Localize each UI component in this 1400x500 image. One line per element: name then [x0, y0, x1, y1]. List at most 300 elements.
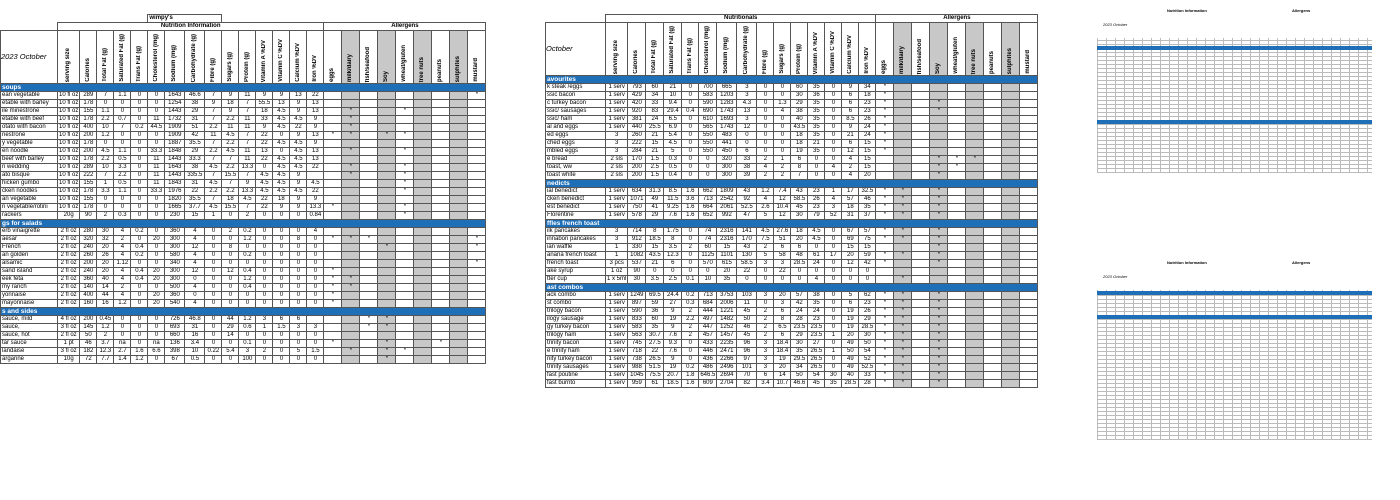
table-cell: 0: [682, 116, 699, 124]
table-cell: 0.84: [307, 212, 324, 220]
table-cell: 0: [808, 268, 825, 276]
table-cell: 3: [757, 292, 774, 300]
table-cell: 3: [757, 340, 774, 348]
table-cell: 178: [80, 116, 97, 124]
table-cell: 30: [859, 332, 876, 340]
table-cell: 59: [646, 300, 664, 308]
table-cell: 31: [185, 116, 205, 124]
table-cell: [1020, 332, 1038, 340]
table-cell: 7.5: [757, 236, 774, 244]
column-header: [646, 23, 664, 76]
table-cell: 2.5: [664, 276, 682, 284]
table-row: [1, 132, 486, 140]
table-cell: 11: [239, 92, 256, 100]
table-cell: 0: [148, 228, 165, 236]
table-cell: 2: [97, 212, 114, 220]
table-cell: 0: [682, 164, 699, 172]
table-cell: [894, 156, 912, 164]
table-cell: 3: [290, 324, 307, 332]
column-header: [628, 23, 646, 76]
table-cell: [1020, 84, 1038, 92]
table-cell: 46.6: [791, 380, 808, 388]
table-cell: [432, 332, 450, 340]
table-cell: 200: [80, 316, 97, 324]
table-cell: 1 serv: [606, 204, 628, 212]
table-cell: 570: [699, 260, 717, 268]
table-cell: 3: [757, 260, 774, 268]
table-cell: 1.5: [307, 348, 324, 356]
table-cell: 0: [757, 140, 774, 148]
table-cell: 793: [628, 84, 646, 92]
table-cell: [948, 84, 966, 92]
table-cell: 0: [148, 132, 165, 140]
table-cell: 5.4: [222, 348, 239, 356]
table-cell: [1020, 204, 1038, 212]
table-cell: *: [930, 236, 948, 244]
table-cell: [1002, 340, 1020, 348]
nutrition-sheet-soups: [0, 14, 520, 364]
table-cell: [966, 260, 984, 268]
table-cell: 13: [737, 108, 757, 116]
table-cell: [396, 228, 414, 236]
table-cell: 39: [737, 172, 757, 180]
table-cell: 0: [682, 260, 699, 268]
table-cell: 0: [737, 276, 757, 284]
table-cell: 7.6: [664, 212, 682, 220]
table-cell: 0: [205, 260, 222, 268]
table-cell: [876, 164, 894, 172]
table-cell: [414, 188, 432, 196]
table-cell: 750: [628, 204, 646, 212]
table-cell: 11: [239, 116, 256, 124]
table-cell: 28.5: [791, 260, 808, 268]
table-cell: 1.5: [646, 156, 664, 164]
table-cell: na: [148, 340, 165, 348]
table-cell: [966, 324, 984, 332]
column-header-label: eggs: [329, 67, 336, 82]
allergens-heading: Allergens: [324, 23, 486, 31]
item-name: trinity bacon: [546, 340, 606, 348]
table-cell: 19: [774, 356, 791, 364]
table-cell: [307, 316, 324, 324]
table-cell: *: [930, 364, 948, 372]
sheet-title-row: [1, 15, 486, 23]
section-header-row: [546, 284, 1038, 292]
table-cell: [1020, 156, 1038, 164]
table-cell: [984, 196, 1002, 204]
table-cell: 13: [307, 100, 324, 108]
table-cell: 9: [273, 92, 290, 100]
table-cell: 14: [222, 332, 239, 340]
table-cell: [378, 156, 396, 164]
nutrition-table: [0, 14, 486, 364]
table-cell: 200: [628, 172, 646, 180]
table-cell: 26.5: [646, 356, 664, 364]
table-cell: 18.5: [646, 236, 664, 244]
table-cell: 0: [825, 148, 842, 156]
table-cell: 2.2: [205, 188, 222, 196]
table-cell: [360, 172, 378, 180]
table-cell: 0: [737, 132, 757, 140]
table-cell: 684: [699, 300, 717, 308]
table-cell: [1002, 268, 1020, 276]
table-cell: 37.7: [185, 204, 205, 212]
table-cell: 7: [205, 108, 222, 116]
table-cell: [450, 188, 468, 196]
column-header: [948, 23, 966, 76]
table-cell: [1020, 196, 1038, 204]
table-cell: 1.1: [97, 108, 114, 116]
table-cell: 1443: [165, 108, 185, 116]
table-cell: [1002, 300, 1020, 308]
table-cell: 38: [737, 164, 757, 172]
table-cell: 0: [239, 332, 256, 340]
table-cell: 4: [114, 228, 131, 236]
table-cell: [396, 92, 414, 100]
table-cell: 4.5: [307, 180, 324, 188]
table-cell: 2 fl oz: [58, 228, 80, 236]
section-header-row: [546, 220, 1038, 228]
table-cell: 2 sls: [606, 164, 628, 172]
table-cell: 1.5: [646, 172, 664, 180]
table-cell: [450, 356, 468, 364]
table-cell: [894, 132, 912, 140]
table-cell: 0: [290, 268, 307, 276]
table-cell: 3.5: [664, 244, 682, 252]
table-cell: 9.3: [664, 340, 682, 348]
table-cell: 0: [774, 276, 791, 284]
item-name: mbled eggs: [546, 148, 606, 156]
table-cell: [414, 292, 432, 300]
table-cell: 10: [97, 164, 114, 172]
table-cell: [966, 348, 984, 356]
table-cell: 1.1: [114, 148, 131, 156]
table-cell: [1002, 244, 1020, 252]
table-cell: 11: [148, 180, 165, 188]
table-cell: [984, 260, 1002, 268]
table-cell: *: [930, 340, 948, 348]
table-cell: [468, 324, 486, 332]
sheet-date-cell: [1, 31, 58, 84]
table-cell: 97: [737, 356, 757, 364]
table-cell: 6: [842, 300, 859, 308]
table-cell: 10 fl oz: [59, 124, 79, 130]
table-cell: 0: [273, 212, 290, 220]
sheet-heading-row: [1, 23, 486, 31]
table-cell: 60: [646, 84, 664, 92]
table-cell: 0: [699, 172, 717, 180]
table-row: [546, 348, 1038, 356]
table-cell: [1002, 228, 1020, 236]
table-cell: [414, 268, 432, 276]
table-cell: 19: [791, 148, 808, 156]
table-cell: *: [966, 156, 984, 164]
table-cell: *: [342, 148, 360, 156]
table-cell: [966, 276, 984, 284]
table-cell: 170: [737, 236, 757, 244]
table-cell: 11: [239, 156, 256, 164]
table-cell: 24: [791, 308, 808, 316]
table-cell: 1.1: [114, 92, 131, 100]
table-cell: [324, 244, 342, 252]
table-cell: [342, 292, 360, 300]
table-cell: 0: [307, 244, 324, 252]
table-cell: 0: [131, 204, 148, 212]
column-header: [185, 31, 205, 84]
table-cell: 13: [307, 132, 324, 140]
table-cell: [984, 316, 1002, 324]
table-cell: [894, 140, 912, 148]
table-cell: [324, 348, 342, 356]
table-cell: 4.5: [222, 132, 239, 140]
table-cell: [930, 124, 948, 132]
table-cell: 1 serv: [606, 356, 628, 364]
table-cell: 4: [185, 260, 205, 268]
table-cell: [378, 180, 396, 188]
table-cell: 0: [222, 356, 239, 364]
table-cell: [378, 228, 396, 236]
table-cell: 0: [273, 284, 290, 292]
table-cell: 3.6: [682, 196, 699, 204]
table-row: [546, 236, 1038, 244]
column-header-label: Sodium (mg): [723, 37, 730, 74]
table-cell: 0: [256, 284, 273, 292]
table-cell: 0: [757, 132, 774, 140]
table-cell: 2: [757, 308, 774, 316]
table-cell: [912, 140, 930, 148]
table-cell: *: [378, 316, 396, 324]
table-cell: *: [930, 252, 948, 260]
table-cell: [912, 92, 930, 100]
table-cell: [912, 324, 930, 332]
table-cell: [894, 100, 912, 108]
table-cell: [912, 156, 930, 164]
table-cell: 0: [825, 276, 842, 284]
table-cell: [948, 172, 966, 180]
item-name: st combo: [546, 300, 606, 308]
table-cell: 0: [290, 244, 307, 252]
table-cell: [984, 140, 1002, 148]
table-cell: 7: [239, 132, 256, 140]
table-cell: [948, 124, 966, 132]
item-name: French: [1, 244, 58, 252]
table-cell: 444: [699, 308, 717, 316]
table-cell: 4: [185, 284, 205, 292]
column-header: [131, 31, 148, 84]
table-cell: 1 serv: [606, 124, 628, 132]
table-cell: [414, 316, 432, 324]
table-cell: *: [360, 316, 378, 324]
table-cell: [396, 324, 414, 332]
table-cell: 26.5: [808, 348, 825, 356]
table-cell: 2: [222, 228, 239, 236]
table-cell: 72: [80, 356, 97, 364]
table-cell: 21: [664, 84, 682, 92]
table-cell: [948, 308, 966, 316]
table-cell: 6: [842, 108, 859, 116]
table-cell: 9: [664, 308, 682, 316]
table-cell: 0: [825, 356, 842, 364]
table-cell: 75: [859, 236, 876, 244]
table-cell: 0: [825, 116, 842, 124]
column-header: [984, 23, 1002, 76]
table-cell: 46.8: [185, 316, 205, 324]
table-cell: 54: [808, 372, 825, 380]
column-header: [414, 31, 432, 84]
table-cell: 0: [273, 252, 290, 260]
table-cell: 400: [80, 292, 97, 300]
table-cell: 3: [606, 132, 628, 140]
item-name: an golden: [1, 252, 58, 260]
table-cell: [414, 100, 432, 108]
table-cell: 0: [682, 252, 699, 260]
table-cell: 2: [239, 212, 256, 220]
table-cell: 0: [222, 300, 239, 308]
table-row: [546, 308, 1038, 316]
table-cell: 1203: [717, 92, 737, 100]
table-cell: 1.12: [114, 260, 131, 268]
table-cell: 1125: [699, 252, 717, 260]
table-cell: [948, 260, 966, 268]
table-cell: 96: [737, 340, 757, 348]
table-cell: 5: [757, 252, 774, 260]
table-row: [546, 148, 1038, 156]
table-cell: 10 fl oz: [59, 132, 79, 138]
table-cell: 0: [825, 340, 842, 348]
table-row: [1, 260, 486, 268]
table-cell: [966, 380, 984, 388]
table-cell: [894, 116, 912, 124]
table-cell: 6: [842, 140, 859, 148]
table-cell: [414, 156, 432, 164]
column-header-label: Soy: [935, 62, 942, 74]
item-name: nestrone: [1, 132, 58, 140]
table-cell: 1 serv: [606, 108, 628, 116]
table-cell: 45: [737, 308, 757, 316]
column-header-label: fish/seafood: [917, 38, 924, 74]
table-cell: 178: [80, 188, 97, 196]
table-cell: [396, 276, 414, 284]
table-cell: 27: [664, 300, 682, 308]
table-cell: 23.5: [808, 332, 825, 340]
table-cell: 2.6: [757, 204, 774, 212]
table-cell: 3: [239, 348, 256, 356]
table-cell: [966, 364, 984, 372]
item-name: cken benedict: [546, 196, 606, 204]
table-cell: 45: [808, 380, 825, 388]
table-cell: 565: [699, 124, 717, 132]
table-cell: [342, 332, 360, 340]
table-cell: 22: [256, 204, 273, 212]
table-cell: 10.7: [774, 380, 791, 388]
table-cell: 0: [682, 140, 699, 148]
table-row: [1, 356, 486, 364]
table-row: [546, 132, 1038, 140]
table-cell: 1: [825, 332, 842, 340]
table-cell: 1843: [165, 180, 185, 188]
table-cell: 0: [290, 228, 307, 236]
table-cell: 230: [165, 212, 185, 220]
table-cell: [342, 156, 360, 164]
table-cell: [984, 132, 1002, 140]
table-cell: 2235: [717, 340, 737, 348]
table-cell: 660: [165, 332, 185, 340]
item-name: ean vegetable: [1, 92, 58, 100]
table-cell: 140: [80, 284, 97, 292]
table-row: [1, 124, 486, 132]
table-cell: [1020, 252, 1038, 260]
table-cell: [432, 108, 450, 116]
table-cell: [966, 356, 984, 364]
table-cell: 0: [682, 348, 699, 356]
table-cell: [930, 132, 948, 140]
table-cell: 31: [842, 212, 859, 220]
table-cell: 79: [808, 212, 825, 220]
mini-sheet-section-bar: [1097, 291, 1372, 295]
table-cell: 40: [97, 276, 114, 284]
table-cell: 0: [114, 324, 131, 332]
table-cell: [432, 100, 450, 108]
table-cell: 1909: [165, 124, 185, 132]
table-cell: 28.5: [859, 324, 876, 332]
table-cell: 0.5: [114, 180, 131, 188]
table-cell: 1 oz: [606, 268, 628, 276]
table-cell: [324, 116, 342, 124]
table-cell: [1002, 236, 1020, 244]
table-cell: 4: [114, 292, 131, 300]
table-cell: 18: [791, 228, 808, 236]
table-cell: [1020, 148, 1038, 156]
table-cell: [912, 356, 930, 364]
table-cell: *: [342, 172, 360, 180]
mini-sheet-grid: [1097, 290, 1372, 440]
table-cell: 0: [682, 236, 699, 244]
table-cell: 4: [114, 252, 131, 260]
table-cell: 4: [185, 236, 205, 244]
table-cell: 9.25: [664, 204, 682, 212]
table-cell: [984, 292, 1002, 300]
table-cell: *: [876, 132, 894, 140]
table-cell: 4.5: [97, 148, 114, 156]
table-cell: [912, 228, 930, 236]
table-cell: [360, 140, 378, 148]
table-cell: [342, 268, 360, 276]
table-cell: [984, 364, 1002, 372]
table-cell: 340: [165, 260, 185, 268]
table-cell: 43: [737, 244, 757, 252]
table-row: [546, 316, 1038, 324]
item-name: mayonnaise: [1, 300, 58, 308]
table-cell: [966, 252, 984, 260]
table-cell: [414, 124, 432, 132]
table-cell: 23: [808, 188, 825, 196]
table-cell: [432, 244, 450, 252]
table-cell: 0: [131, 140, 148, 148]
column-header: [97, 31, 114, 84]
table-cell: [432, 228, 450, 236]
table-cell: [966, 108, 984, 116]
table-cell: 0: [825, 300, 842, 308]
table-cell: 61: [646, 380, 664, 388]
table-cell: 30: [97, 228, 114, 236]
table-cell: 0: [808, 172, 825, 180]
column-header: [842, 23, 859, 76]
table-cell: 20: [791, 236, 808, 244]
column-header-label: Sugars (g): [226, 52, 233, 82]
column-header: [912, 23, 930, 76]
table-cell: 2.7: [114, 348, 131, 356]
item-name: innabon pancakes: [546, 236, 606, 244]
